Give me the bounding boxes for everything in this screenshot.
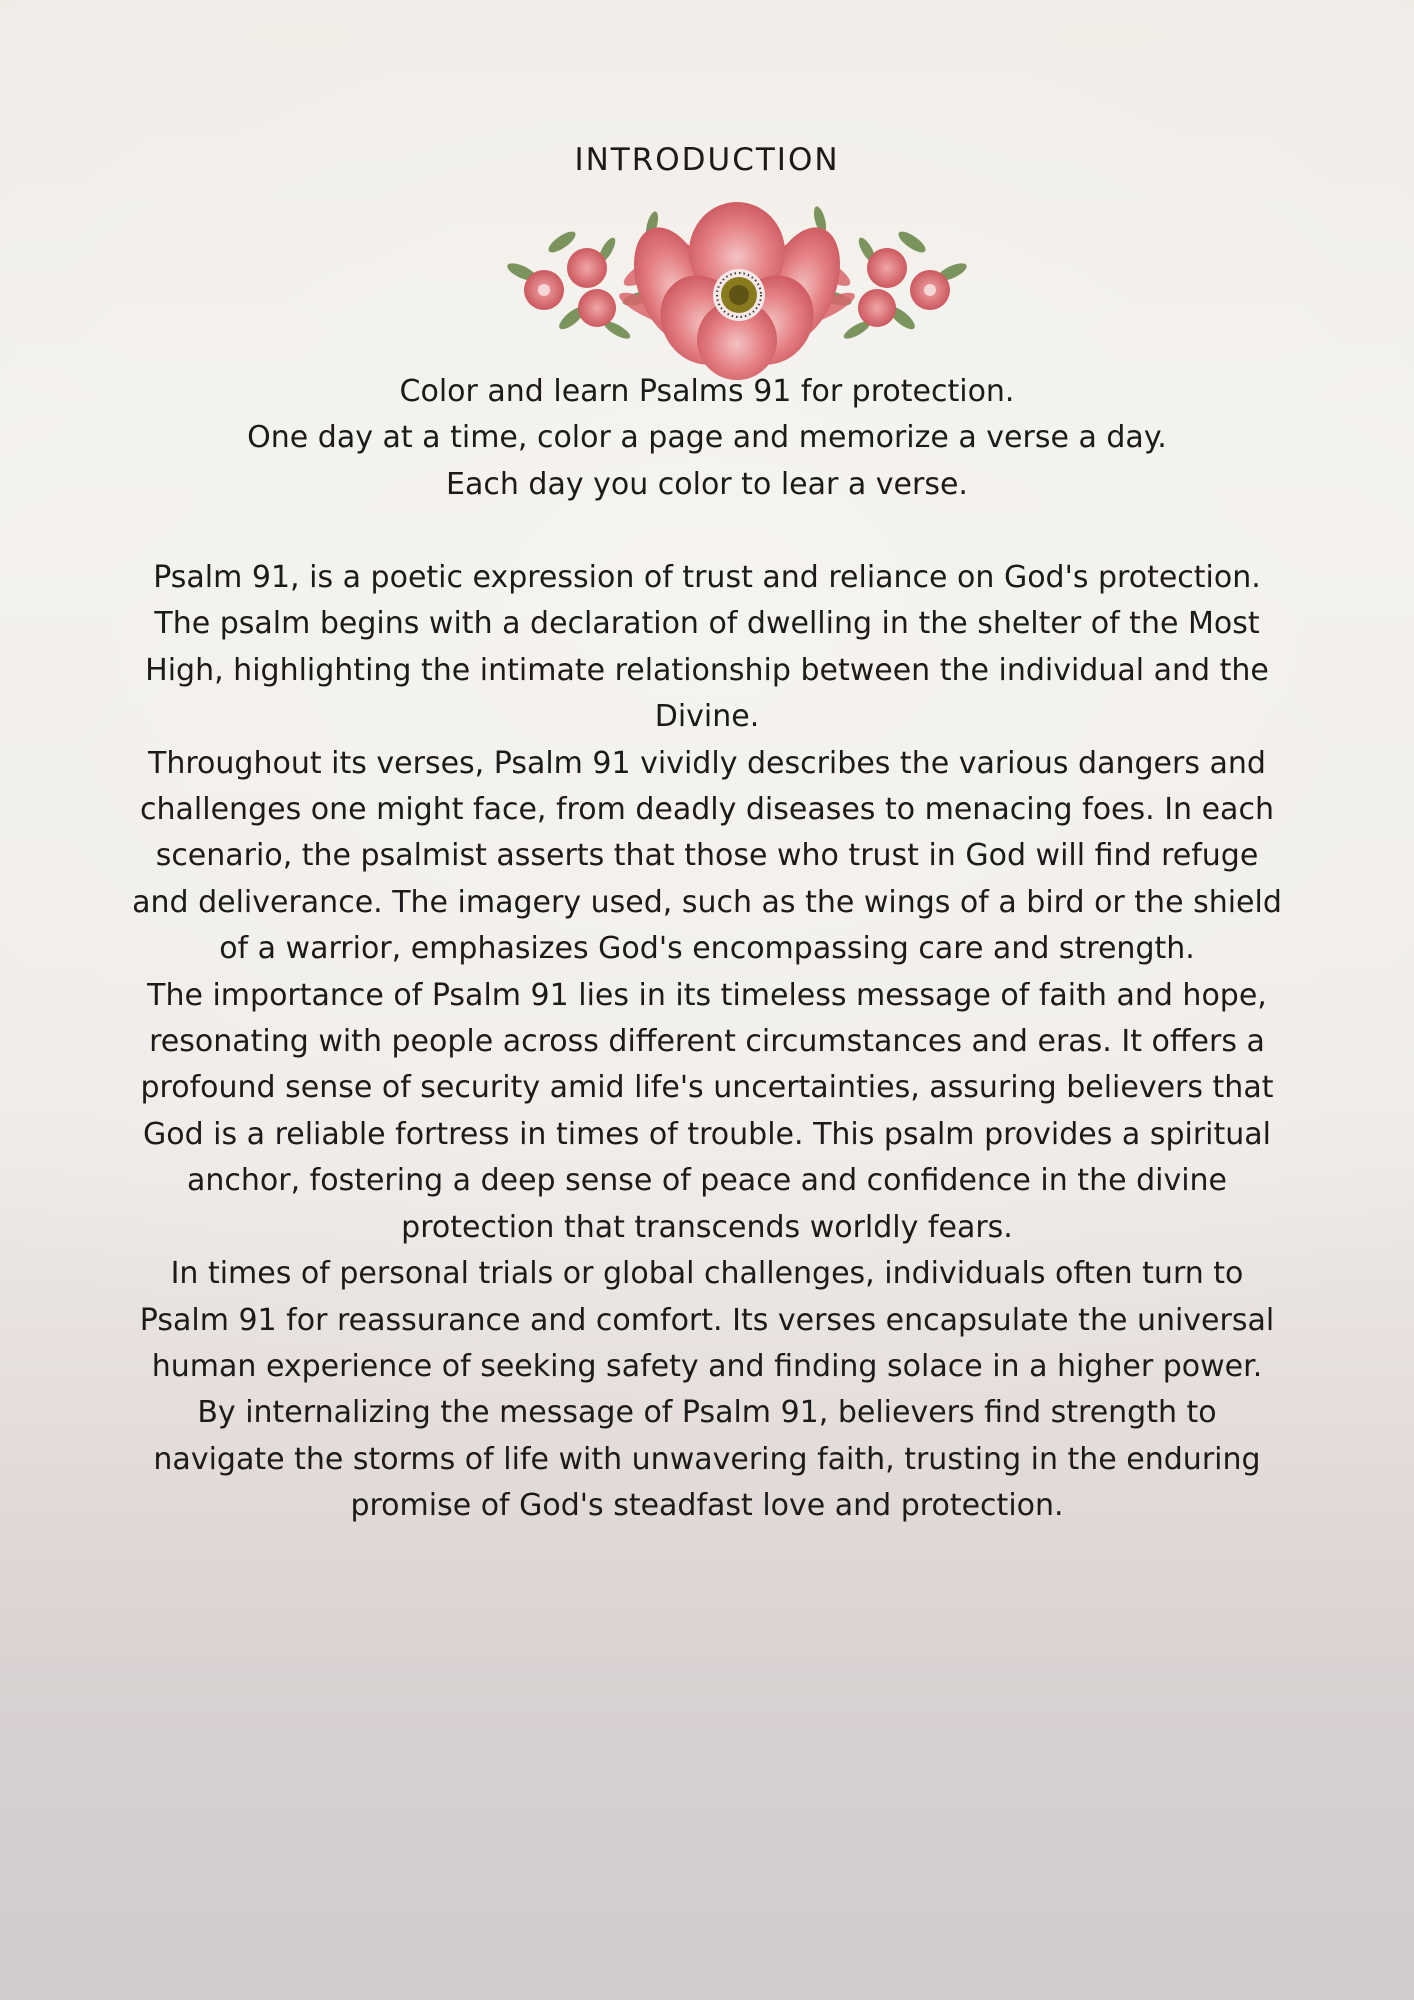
paragraph: Psalm 91, is a poetic expression of trust and reliance on God's protection. The psalm begins with a declaration of dwelling in the shelter of the Most High, highlighting the intimate relationship between the individual and the Divine. — [145, 560, 1269, 735]
intro-lines — [130, 369, 1284, 508]
intro-line: One day at a time, color a page and memorize a verse a day. — [247, 420, 1167, 456]
paragraph: In times of personal trials or global challenges, individuals often turn to Psalm 91 for reassurance and comfort. Its verses encapsulate the universal human experience of seeking safety and finding solace in a higher power. By internalizing the message of Psalm 91, believers find strength to navigate the storms of life with unwavering faith, trusting in the enduring promise of God's steadfast love and protection. — [139, 1256, 1275, 1524]
paragraph: The importance of Psalm 91 lies in its timeless message of faith and hope, resonating with people across different circumstances and eras. It offers a profound sense of security amid life's uncertainties, assuring believers that God is a reliable fortress in times of trouble. This psalm provides a spiritual anchor, fostering a deep sense of peace and confidence in the divine protection that transcends worldly fears. — [140, 977, 1274, 1245]
intro-line: Color and learn Psalms 91 for protection. — [399, 374, 1015, 409]
paragraph: Throughout its verses, Psalm 91 vividly describes the various dangers and challenges one might face, from deadly diseases to menacing foes. In each scenario, the psalmist asserts that those who trust in God will find refuge and deliverance. The imagery used, such as the wings of a bird or the shield of a warrior, emphasizes God's encompassing care and strength. — [132, 745, 1282, 967]
page-title: INTRODUCTION — [574, 142, 840, 178]
body-text — [130, 555, 1284, 1530]
intro-line: Each day you color to lear a verse. — [446, 466, 968, 502]
floral-bouquet-icon — [502, 190, 972, 390]
